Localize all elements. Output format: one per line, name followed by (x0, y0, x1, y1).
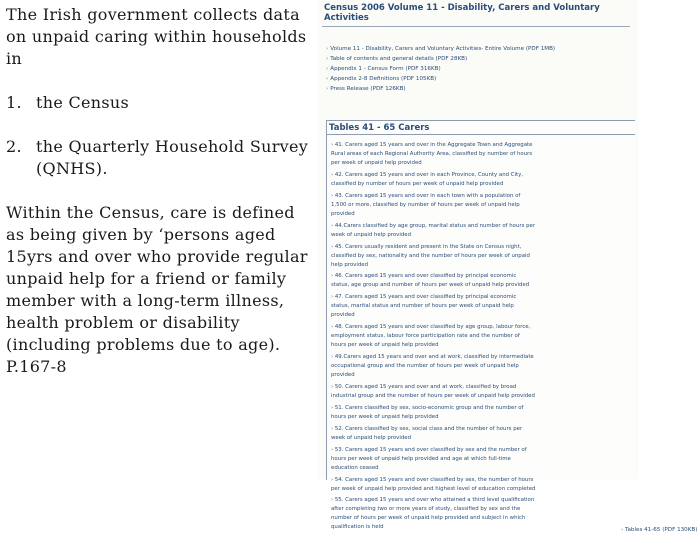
list-number: 2. (6, 137, 22, 156)
divider (322, 26, 630, 27)
census-page-screenshot (318, 0, 697, 533)
download-links (326, 44, 626, 94)
table-link[interactable]: › 47. Carers aged 15 years and over classified by principal economic status, marital status and number of hours per week of unpaid help provided (331, 293, 536, 320)
table-link[interactable]: › 51. Carers classified by sex, socio-economic group and the number of hours per week of unpaid help provided (331, 404, 536, 422)
table-link[interactable]: › 43. Carers aged 15 years and over in each town with a population of 1,500 or more, classified by number of hours per week of unpaid help provided (331, 192, 536, 219)
table-link[interactable]: › 54. Carers aged 15 years and over classified by sex, the number of hours per week of unpaid help provided and highest level of education completed (331, 476, 536, 494)
table-link[interactable]: › 49.Carers aged 15 years and over and at work, classified by intermediate occupational group and the number of hours per week of unpaid help provided (331, 353, 536, 380)
table-link[interactable]: › 48. Carers aged 15 years and over classified by age group, labour force, employment status, labour force participation rate and the number of hours per week of unpaid help provided (331, 323, 536, 350)
table-link[interactable]: › 53. Carers aged 15 years and over classified by sex and the number of hours per week of unpaid help provided and age at which full-time education ceased (331, 446, 536, 473)
list-text: the Census (36, 93, 130, 112)
table-link[interactable]: › 44.Carers classified by age group, marital status and number of hours per week of unpaid help provided (331, 222, 536, 240)
table-link[interactable]: › 46. Carers aged 15 years and over classified by principal economic status, age group and number of hours per week of unpaid help provided (331, 272, 536, 290)
list-item (6, 92, 314, 114)
intro-text: The Irish government collects data on unpaid caring within households in (6, 5, 307, 68)
table-link[interactable]: › 41. Carers aged 15 years and over in the Aggregate Town and Aggregate Rural areas of each Regional Authority Area, classified by number of hours per week of unpaid help provided (331, 141, 536, 168)
download-link[interactable]: › Volume 11 - Disability, Carers and Voluntary Activities- Entire Volume (PDF 1MB) (326, 44, 626, 54)
page-title: Census 2006 Volume 11 - Disability, Carers and Voluntary Activities (324, 3, 600, 23)
download-link[interactable]: › Appendix 2-8 Definitions (PDF 105KB) (326, 74, 626, 84)
divider (327, 134, 635, 135)
table-link[interactable]: › 42. Carers aged 15 years and over in each Province, County and City, classified by number of hours per week of unpaid help provided (331, 171, 536, 189)
table-link[interactable]: › 45. Carers usually resident and present in the State on Census night, classified by sex, nationality and the number of hours per week of unpaid help provided (331, 243, 536, 270)
definition-text: Within the Census, care is defined as being given by ‘persons aged 15yrs and over who provide regular unpaid help for a friend or family member with a long-term illness, health problem or disability (including problems due to age). P.167-8 (6, 203, 308, 376)
tables-pdf-link[interactable]: › Tables 41-65 (PDF 130KB) (621, 527, 697, 533)
list-text: the Quarterly Household Survey (QNHS). (36, 137, 309, 178)
tables-panel (326, 120, 697, 533)
table-link[interactable]: › 52. Carers classified by sex, social class and the number of hours per week of unpaid help provided (331, 425, 536, 443)
slide-text (6, 4, 314, 378)
list-number: 1. (6, 93, 22, 112)
list-item (6, 136, 314, 180)
tables-header: Tables 41 - 65 Carers (329, 123, 430, 133)
download-link[interactable]: › Table of contents and general details (PDF 28KB) (326, 54, 626, 64)
tables-list (331, 141, 536, 535)
download-link[interactable]: › Appendix 1 - Census Form (PDF 316KB) (326, 64, 626, 74)
download-link[interactable]: › Press Release (PDF 126KB) (326, 84, 626, 94)
table-link[interactable]: › 55. Carers aged 15 years and over who attained a third level qualification after completing two or more years of study, classified by sex and the number of hours per week of unpaid help provided and subject in which qualification is held (331, 496, 536, 532)
table-link[interactable]: › 50. Carers aged 15 years and over and at work, classified by broad industrial group and the number of hours per week of unpaid help provided (331, 383, 536, 401)
